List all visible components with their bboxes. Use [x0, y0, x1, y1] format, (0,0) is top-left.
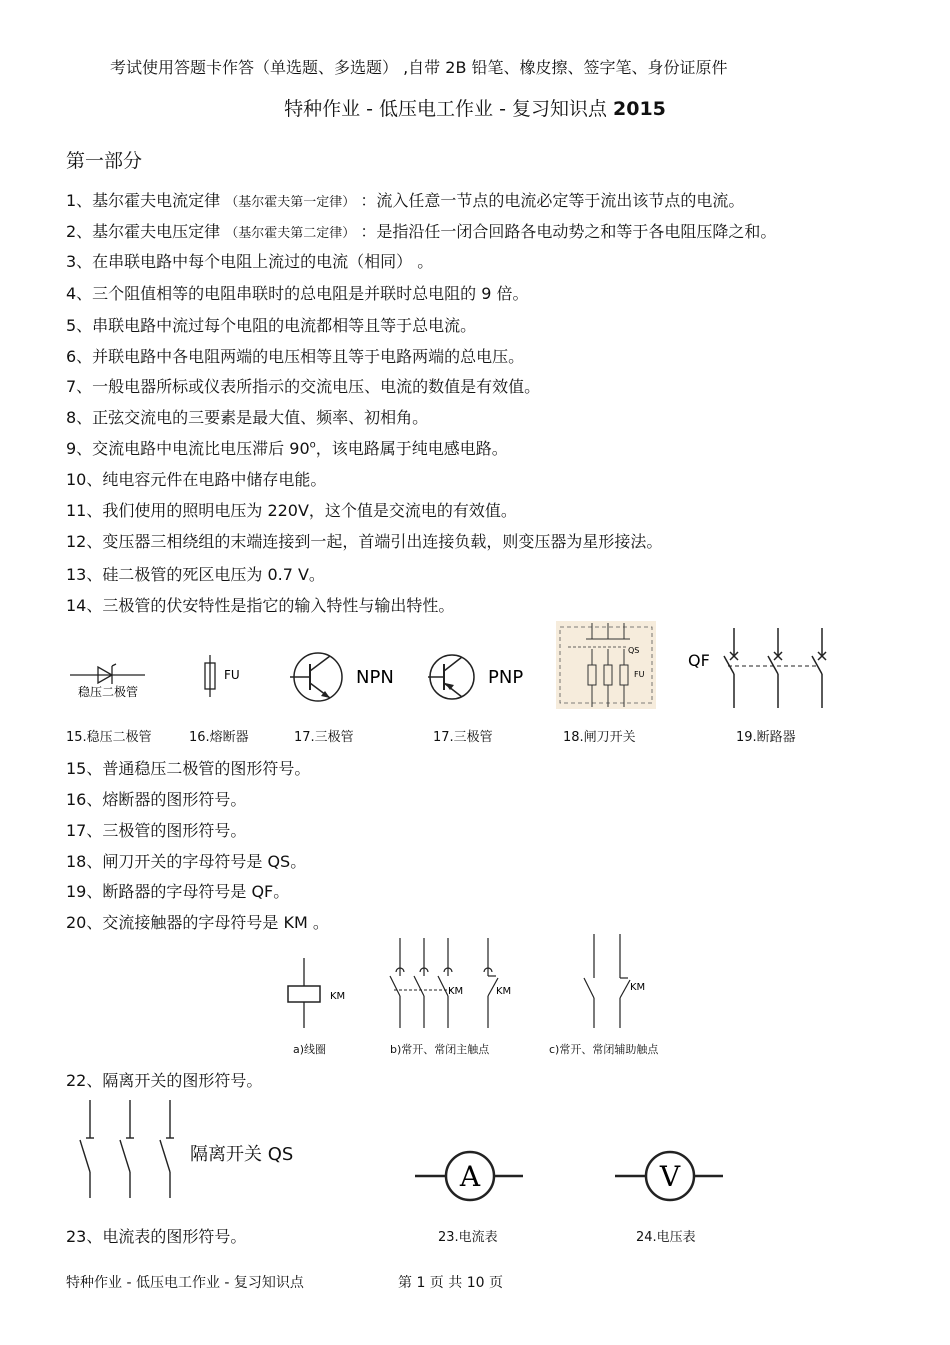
list-item: 8、正弦交流电的三要素是最大值、频率、初相角。 — [66, 408, 429, 427]
isolating-switch-icon — [78, 1100, 188, 1200]
caption-km-coil: a)线圈 — [293, 1043, 327, 1056]
list-item: 4、三个阻值相等的电阻串联时的总电阻是并联时总电阻的 9 倍。 — [66, 284, 529, 303]
list-item: 15、普通稳压二极管的图形符号。 — [66, 759, 311, 778]
caption-ammeter: 23.电流表 — [438, 1230, 498, 1245]
caption-knife-switch: 18.闸刀开关 — [563, 730, 636, 745]
circuit-breaker-icon — [688, 628, 838, 710]
section-title: 第一部分 — [66, 150, 143, 172]
list-item: 13、硅二极管的死区电压为 0.7 V。 — [66, 565, 325, 584]
list-item: 16、熔断器的图形符号。 — [66, 790, 247, 809]
km-coil-label: KM — [330, 991, 346, 1002]
list-item: 7、一般电器所标或仪表所指示的交流电压、电流的数值是有效值。 — [66, 377, 541, 396]
list-item: 3、在串联电路中每个电阻上流过的电流（相同） 。 — [66, 252, 434, 271]
contactor-main-contacts-icon — [384, 938, 524, 1030]
voltmeter-letter: V — [659, 1160, 681, 1193]
km-main-label-2: KM — [496, 986, 512, 997]
exam-note: 考试使用答题卡作答（单选题、多选题） ,自带 2B 铅笔、橡皮擦、签字笔、身份证原件 — [110, 58, 728, 77]
list-item: 2、基尔霍夫电压定律 （基尔霍夫第二定律） ：是指沿任一闭合回路各电动势之和等于各电阻压降之和。 — [66, 222, 777, 241]
list-item: 23、电流表的图形符号。 — [66, 1227, 247, 1246]
footer-page-number: 第 1 页 共 10 页 — [398, 1275, 503, 1291]
km-main-label-1: KM — [448, 986, 464, 997]
zener-diode-icon — [70, 655, 150, 700]
ammeter-letter: A — [459, 1160, 481, 1193]
list-item: 5、串联电路中流过每个电阻的电流都相等且等于总电流。 — [66, 316, 477, 335]
ammeter-icon — [415, 1150, 525, 1202]
pnp-transistor-icon — [428, 650, 548, 705]
caption-km-aux: c)常开、常闭辅助触点 — [549, 1043, 659, 1056]
list-item: 20、交流接触器的字母符号是 KM 。 — [66, 913, 329, 932]
list-item: 1、基尔霍夫电流定律 （基尔霍夫第一定律） ：流入任意一节点的电流必定等于流出该节点的电流。 — [66, 191, 745, 210]
list-item: 19、断路器的字母符号是 QF。 — [66, 882, 290, 901]
caption-npn: 17.三极管 — [294, 730, 354, 745]
caption-breaker: 19.断路器 — [736, 730, 796, 745]
list-item: 12、变压器三相绕组的末端连接到一起，首端引出连接负载，则变压器为星形接法。 — [66, 532, 663, 551]
caption-km-main: b)常开、常闭主触点 — [390, 1043, 490, 1056]
qs-small-label: QS — [628, 646, 640, 655]
list-item: 17、三极管的图形符号。 — [66, 821, 247, 840]
knife-switch-icon — [556, 621, 656, 709]
fu-small-label: FU — [634, 670, 645, 679]
list-item: 14、三极管的伏安特性是指它的输入特性与输出特性。 — [66, 596, 455, 615]
list-item: 11、我们使用的照明电压为 220V，这个值是交流电的有效值。 — [66, 501, 517, 520]
km-aux-label: KM — [630, 982, 646, 993]
caption-pnp: 17.三极管 — [433, 730, 493, 745]
list-item: 9、交流电路中电流比电压滞后 90$^o$，该电路属于纯电感电路。 — [66, 439, 508, 458]
contactor-coil-icon — [286, 958, 356, 1030]
zener-label: 稳压二极管 — [78, 685, 139, 699]
list-item: 22、隔离开关的图形符号。 — [66, 1071, 263, 1090]
caption-fuse: 16.熔断器 — [189, 730, 249, 745]
footer-title: 特种作业 - 低压电工作业 - 复习知识点 — [66, 1275, 304, 1291]
list-item: 6、并联电路中各电阻两端的电压相等且等于电路两端的总电压。 — [66, 347, 525, 366]
caption-zener: 15.稳压二极管 — [66, 730, 152, 745]
list-item: 18、闸刀开关的字母符号是 QS。 — [66, 852, 307, 871]
page-title: 特种作业 - 低压电工作业 - 复习知识点 2015 — [284, 98, 666, 120]
list-item: 10、纯电容元件在电路中储存电能。 — [66, 470, 327, 489]
fu-label: FU — [224, 668, 240, 682]
pnp-label: PNP — [488, 667, 524, 688]
isolator-label: 隔离开关 QS — [190, 1144, 294, 1165]
voltmeter-icon — [615, 1150, 725, 1202]
caption-voltmeter: 24.电压表 — [636, 1230, 696, 1245]
npn-label: NPN — [356, 667, 394, 688]
npn-transistor-icon — [290, 650, 410, 705]
qf-label: QF — [688, 651, 710, 670]
fuse-icon — [200, 655, 260, 700]
contactor-aux-contacts-icon — [574, 934, 684, 1030]
